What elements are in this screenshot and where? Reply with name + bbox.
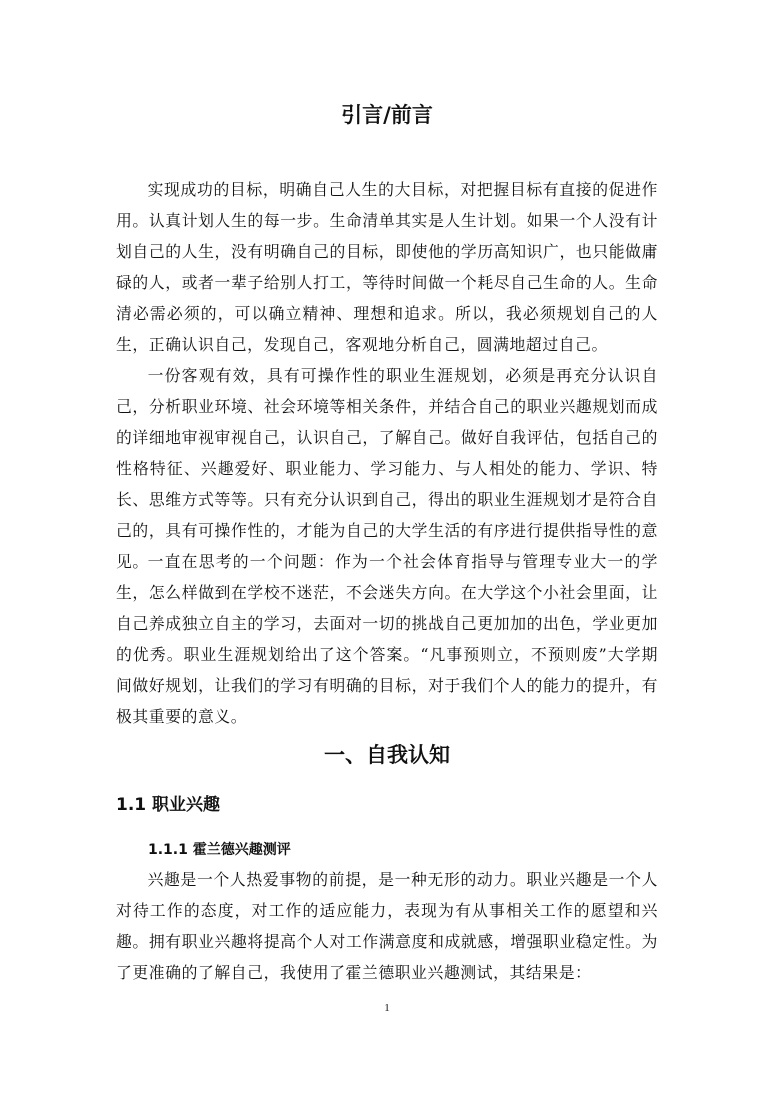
preface-title: 引言/前言 <box>341 103 433 127</box>
chapter-title: 一、自我认知 <box>324 743 450 767</box>
preface-paragraph-3: 一直在思考的一个问题：作为一个社会体育指导与管理专业大一的学生，怎么样做到在学校不迷茫，不会迷失方向。在大学这个小社会里面，让自己养成独立自主的学习，去面对一切的挑战自己更加加的出色，学业更加的优秀。职业生涯规划给出了这个答案。“凡事预则立，不预则废”大学期间做好规划，让我们的学习有明确的目标，对于我们个人的能力的提升，有极其重要的意义。 <box>116 552 658 726</box>
subsection-heading: 1.1.1 霍兰德兴趣测评 <box>148 842 291 858</box>
subsection-paragraph: 兴趣是一个人热爱事物的前提，是一种无形的动力。职业兴趣是一个人对待工作的态度，对工作的适应能力，表现为有从事相关工作的愿望和兴趣。拥有职业兴趣将提高个人对工作满意度和成就感，增强职业稳定性。为了更准确的了解自己，我使用了霍兰德职业兴趣测试，其结果是： <box>116 870 658 982</box>
preface-paragraph-2: 一份客观有效，具有可操作性的职业生涯规划，必须是再充分认识自己，分析职业环境、社会环境等相关条件，并结合自己的职业兴趣规划而成的详细地审视审视自己，认识自己，了解自己。做好自我评估，包括自己的性格特征、兴趣爱好、职业能力、学习能力、与人相处的能力、学识、特长、思维方式等等。只有充分认识到自己，得出的职业生涯规划才是符合自己的，具有可操作性的，才能为自己的大学生活的有序进行提供指导性的意见。 <box>116 366 658 571</box>
section-heading: 1.1 职业兴趣 <box>116 795 221 815</box>
page-number: 1 <box>384 1002 390 1014</box>
preface-paragraph-1: 实现成功的目标，明确自己人生的大目标，对把握目标有直接的促进作用。认真计划人生的每一步。生命清单其实是人生计划。如果一个人没有计划自己的人生，没有明确自己的目标，即使他的学历高知识广，也只能做庸碌的人，或者一辈子给别人打工，等待时间做一个耗尽自己生命的人。生命清必需必须的，可以确立精神、理想和追求。所以，我必须规划自己的人生，正确认识自己，发现自己，客观地分析自己，圆满地超过自己。 <box>116 180 658 354</box>
